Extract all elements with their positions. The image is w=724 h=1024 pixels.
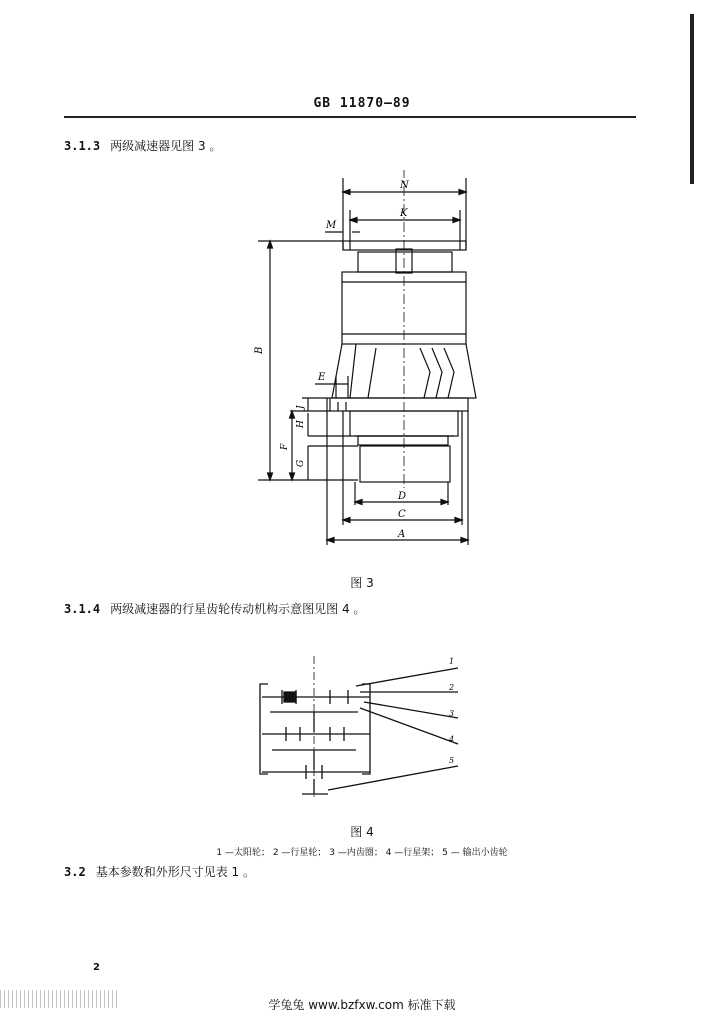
- section-3-1-4: [64, 601, 365, 617]
- callout-2: 2: [449, 683, 455, 692]
- footer-watermark: 学兔兔 www.bzfxw.com 标准下载: [268, 998, 456, 1012]
- dim-label-M: M: [326, 220, 337, 231]
- figure-3-drawing: [230, 170, 490, 555]
- callout-4: 4: [449, 735, 455, 744]
- figure-4-schematic: [240, 650, 470, 802]
- dim-label-K: K: [400, 208, 408, 219]
- section-3-2: [64, 864, 255, 880]
- dim-label-N: N: [400, 180, 409, 191]
- callout-5: 5: [449, 756, 455, 765]
- dim-label-C: C: [398, 509, 406, 520]
- callout-1: 1: [449, 657, 455, 666]
- dim-label-D: D: [398, 491, 407, 502]
- figure-4-caption: 图 4: [350, 825, 374, 839]
- dim-label-B: B: [254, 346, 265, 354]
- dim-label-H: H: [296, 420, 306, 428]
- page-number: 2: [93, 962, 100, 973]
- standard-number-header: GB 11870—89: [313, 96, 411, 111]
- section-text: 两级减速器的行星齿轮传动机构示意图见图 4 。: [110, 602, 366, 616]
- dim-label-A: A: [398, 529, 406, 540]
- section-text: 两级减速器见图 3 。: [110, 139, 222, 153]
- binding-mark: [690, 14, 694, 184]
- section-text: 基本参数和外形尺寸见表 1 。: [95, 865, 255, 879]
- section-3-1-3: [64, 138, 221, 154]
- section-number: 3.1.3: [64, 139, 101, 153]
- header-rule: [64, 116, 636, 118]
- dim-label-F: F: [280, 443, 290, 450]
- section-number: 3.2: [64, 865, 86, 879]
- figure-4-legend: 1 —太阳轮； 2 —行星轮； 3 —内齿圈； 4 —行星架； 5 — 输出小齿轮: [216, 848, 508, 858]
- callout-3: 3: [449, 709, 455, 718]
- figure-3-caption: 图 3: [350, 576, 374, 590]
- dim-label-G: G: [296, 459, 306, 467]
- section-number: 3.1.4: [64, 602, 101, 616]
- dim-label-J: J: [296, 405, 306, 409]
- dim-label-E: E: [318, 372, 326, 383]
